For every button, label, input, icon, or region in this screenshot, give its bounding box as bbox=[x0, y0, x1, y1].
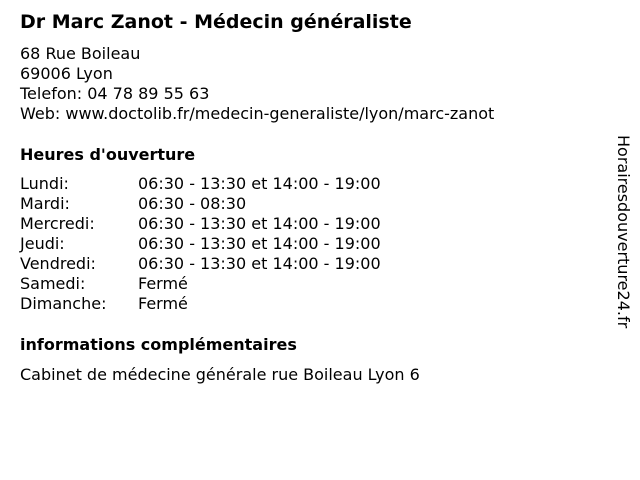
address-street: 68 Rue Boileau bbox=[20, 44, 141, 63]
day-label: Mercredi: bbox=[20, 214, 95, 233]
time-value: 06:30 - 13:30 et 14:00 - 19:00 bbox=[138, 234, 381, 253]
time-value: 06:30 - 13:30 et 14:00 - 19:00 bbox=[138, 254, 381, 273]
hours-heading: Heures d'ouverture bbox=[20, 145, 196, 164]
time-value: Fermé bbox=[138, 274, 188, 293]
day-label: Lundi: bbox=[20, 174, 69, 193]
day-label: Dimanche: bbox=[20, 294, 107, 313]
day-label: Jeudi: bbox=[20, 234, 65, 253]
info-heading: informations complémentaires bbox=[20, 335, 297, 354]
day-label: Samedi: bbox=[20, 274, 86, 293]
phone-number: Telefon: 04 78 89 55 63 bbox=[20, 84, 210, 103]
time-value: 06:30 - 13:30 et 14:00 - 19:00 bbox=[138, 214, 381, 233]
website-url: Web: www.doctolib.fr/medecin-generaliste/lyon/marc-zanot bbox=[20, 104, 495, 123]
day-label: Vendredi: bbox=[20, 254, 96, 273]
address-city: 69006 Lyon bbox=[20, 64, 113, 83]
page-title: Dr Marc Zanot - Médecin généraliste bbox=[20, 11, 412, 33]
time-value: 06:30 - 08:30 bbox=[138, 194, 247, 213]
info-description: Cabinet de médecine générale rue Boileau Lyon 6 bbox=[20, 365, 420, 384]
address-block bbox=[20, 44, 494, 124]
site-watermark: Horairesdouverture24.fr bbox=[614, 135, 633, 329]
day-label: Mardi: bbox=[20, 194, 70, 213]
time-value: Fermé bbox=[138, 294, 188, 313]
time-value: 06:30 - 13:30 et 14:00 - 19:00 bbox=[138, 174, 381, 193]
